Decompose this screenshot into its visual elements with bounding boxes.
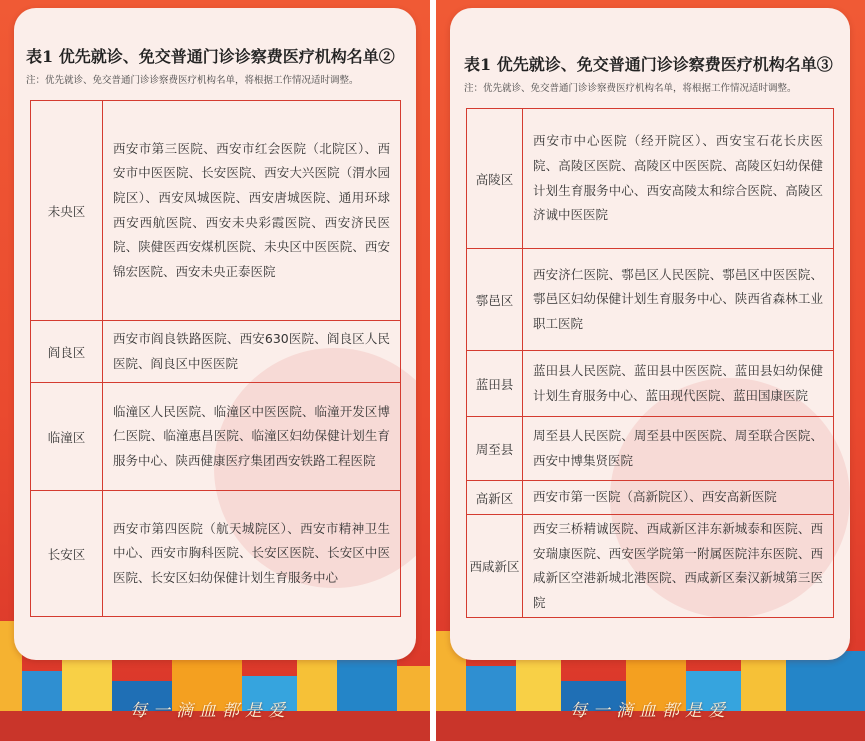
- district-cell: 长安区: [31, 491, 103, 617]
- hospital-list-cell: 周至县人民医院、周至县中医医院、周至联合医院、西安中博集贤医院: [523, 417, 834, 481]
- hospital-list-cell: 蓝田县人民医院、蓝田县中医医院、蓝田县妇幼保健计划生育服务中心、蓝田现代医院、蓝田国康医院: [523, 351, 834, 417]
- table-row: [467, 417, 834, 481]
- hospital-list-cell: 临潼区人民医院、临潼区中医医院、临潼开发区博仁医院、临潼惠昌医院、临潼区妇幼保健计划生育服务中心、陕西健康医疗集团西安铁路工程医院: [103, 383, 401, 491]
- district-cell: 高陵区: [467, 109, 523, 249]
- district-cell: 周至县: [467, 417, 523, 481]
- district-cell: 临潼区: [31, 383, 103, 491]
- institution-table: [466, 108, 834, 618]
- hospital-list-cell: 西安三桥精诚医院、西咸新区沣东新城泰和医院、西安瑞康医院、西安医学院第一附属医院沣东医院、西咸新区空港新城北港医院、西咸新区秦汉新城第三医院: [523, 515, 834, 618]
- hospital-list-cell: 西安市阎良铁路医院、西安630医院、阎良区人民医院、阎良区中医医院: [103, 321, 401, 383]
- hospital-list-cell: 西安市第一医院（高新院区）、西安高新医院: [523, 481, 834, 515]
- table-row: [31, 101, 401, 321]
- institution-table: [30, 100, 401, 617]
- institution-list-card-right: [450, 8, 850, 660]
- hospital-list-cell: 西安市第四医院（航天城院区）、西安市精神卫生中心、西安市胸科医院、长安区医院、长安区中医医院、长安区妇幼保健计划生育服务中心: [103, 491, 401, 617]
- table-title: 表1 优先就诊、免交普通门诊诊察费医疗机构名单③: [464, 55, 833, 74]
- table-row: [467, 481, 834, 515]
- slogan-right: 每一滴血都是爱: [570, 701, 731, 721]
- table-row: [467, 351, 834, 417]
- district-cell: 鄠邑区: [467, 249, 523, 351]
- table-row: [31, 491, 401, 617]
- slogan-left: 每一滴血都是爱: [130, 701, 291, 721]
- table-note: 注：优先就诊、免交普通门诊诊察费医疗机构名单，将根据工作情况适时调整。: [26, 75, 359, 86]
- table-row: [467, 109, 834, 249]
- table-title: 表1 优先就诊、免交普通门诊诊察费医疗机构名单②: [26, 47, 395, 66]
- district-cell: 西咸新区: [467, 515, 523, 618]
- hospital-list-cell: 西安市中心医院（经开院区）、西安宝石花长庆医院、高陵区医院、高陵区中医医院、高陵区妇幼保健计划生育服务中心、西安高陵太和综合医院、高陵区济诚中医医院: [523, 109, 834, 249]
- district-cell: 阎良区: [31, 321, 103, 383]
- table-row: [467, 515, 834, 618]
- district-cell: 蓝田县: [467, 351, 523, 417]
- table-note: 注：优先就诊、免交普通门诊诊察费医疗机构名单，将根据工作情况适时调整。: [464, 83, 797, 94]
- table-row: [467, 249, 834, 351]
- district-cell: 未央区: [31, 101, 103, 321]
- table-row: [31, 383, 401, 491]
- district-cell: 高新区: [467, 481, 523, 515]
- institution-list-card-left: [14, 8, 416, 660]
- hospital-list-cell: 西安济仁医院、鄠邑区人民医院、鄠邑区中医医院、鄠邑区妇幼保健计划生育服务中心、陕西省森林工业职工医院: [523, 249, 834, 351]
- table-row: [31, 321, 401, 383]
- hospital-list-cell: 西安市第三医院、西安市红会医院（北院区）、西安市中医医院、长安医院、西安大兴医院（渭水园院区）、西安凤城医院、西安唐城医院、通用环球西安西航医院、西安未央彩霞医院、西安济民医院、陕健医西安煤机医院、未央区中医医院、西安锦宏医院、西安未央正泰医院: [103, 101, 401, 321]
